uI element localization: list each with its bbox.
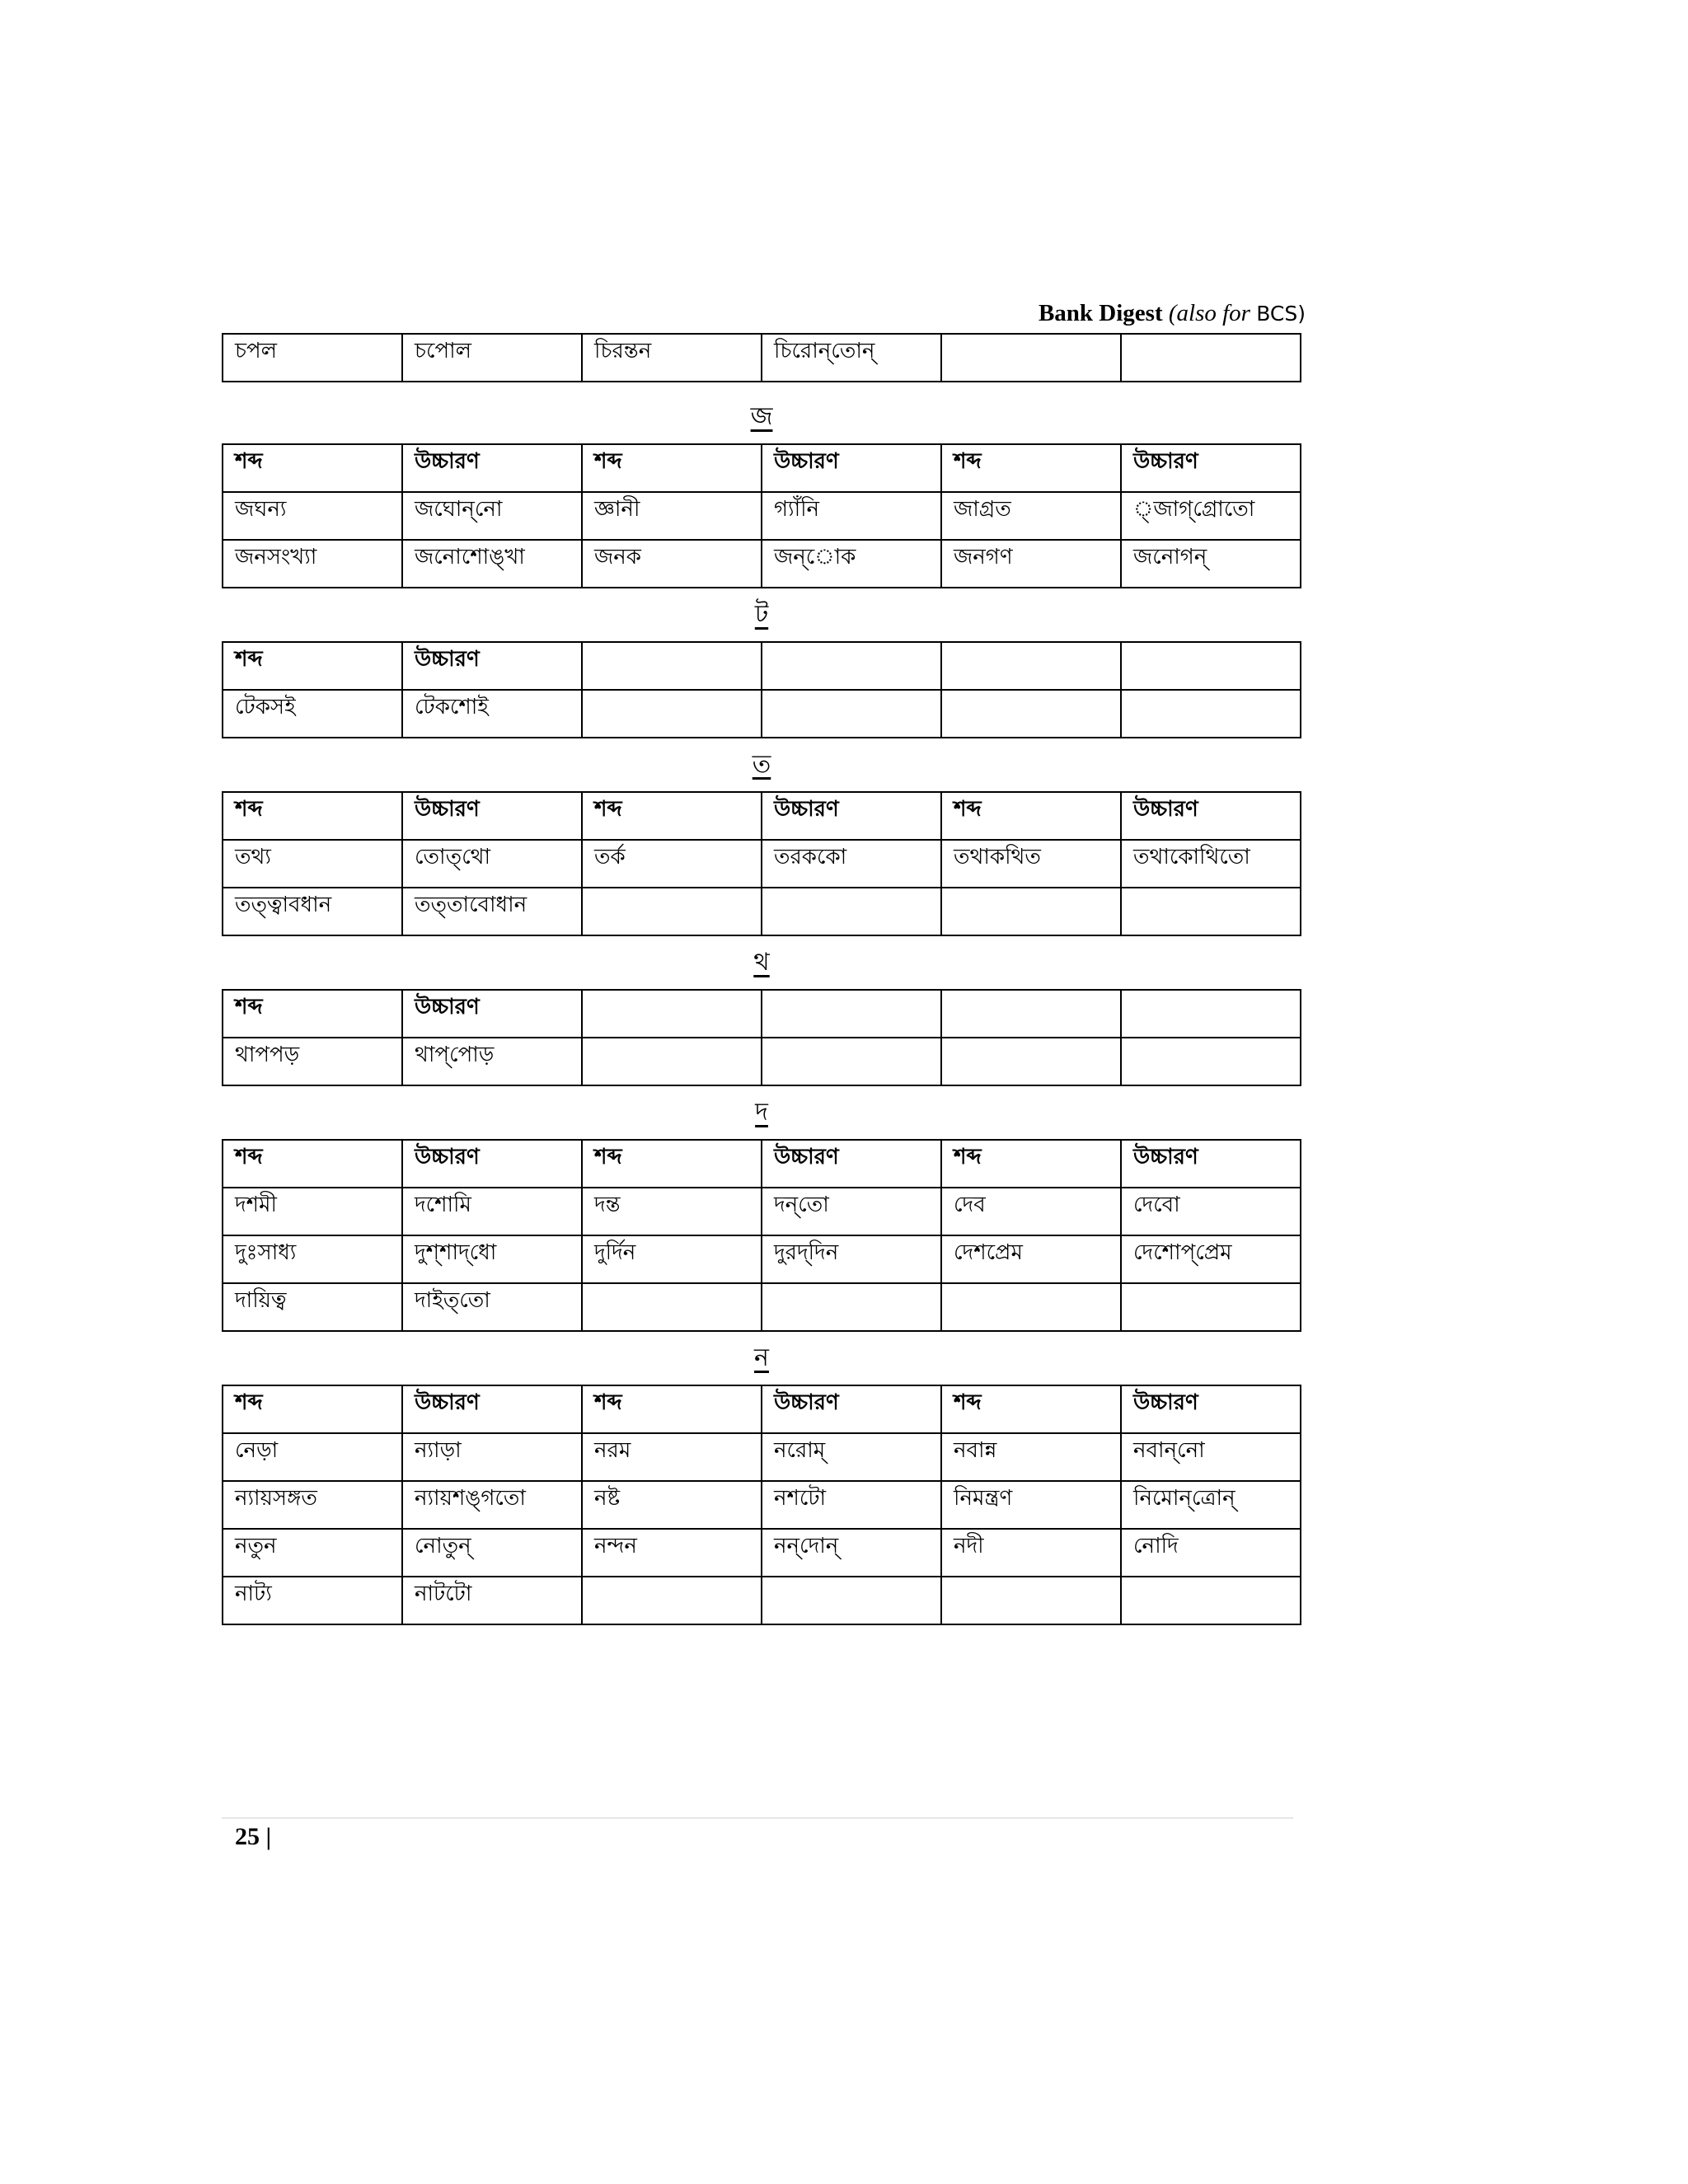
pronunciation-table	[222, 333, 1301, 382]
table-cell: টেকসই	[223, 690, 402, 738]
table-row	[223, 690, 1301, 738]
table-cell: দেবো	[1121, 1188, 1301, 1235]
column-header-cell: উচ্চারণ	[762, 1385, 941, 1433]
column-header-cell	[762, 642, 941, 690]
letter-heading: জ	[750, 402, 773, 431]
table-cell: দন্ত	[582, 1188, 762, 1235]
table-cell: নাটটো	[402, 1577, 582, 1624]
table-header-row	[223, 642, 1301, 690]
column-header-cell: শব্দ	[582, 1385, 762, 1433]
table-cell: নরম	[582, 1433, 762, 1481]
table-cell	[1121, 1283, 1301, 1331]
table-cell: জন্‌োক	[762, 540, 941, 588]
table-cell	[1121, 690, 1301, 738]
column-header-cell: উচ্চারণ	[1121, 1385, 1301, 1433]
table-cell: নন্‌দোন্‌	[762, 1529, 941, 1577]
column-header-cell: শব্দ	[582, 444, 762, 492]
column-header-cell	[941, 642, 1121, 690]
table-cell: তরককো	[762, 840, 941, 888]
table-cell: দশোমি	[402, 1188, 582, 1235]
column-header-cell: শব্দ	[941, 444, 1121, 492]
column-header-cell: উচ্চারণ	[402, 1385, 582, 1433]
table-cell: নিমন্ত্রণ	[941, 1481, 1121, 1529]
header-title: Bank Digest	[1038, 300, 1163, 326]
table-row	[223, 1577, 1301, 1624]
table-cell: জঘন্য	[223, 492, 402, 540]
table-cell: নাট্য	[223, 1577, 402, 1624]
column-header-cell: উচ্চারণ	[762, 792, 941, 840]
column-header-cell: শব্দ	[582, 792, 762, 840]
table-row	[223, 334, 1301, 382]
column-header-cell: উচ্চারণ	[402, 444, 582, 492]
table-cell: জনোশোঙ্‌খা	[402, 540, 582, 588]
table-cell: নশটো	[762, 1481, 941, 1529]
table-cell	[582, 690, 762, 738]
column-header-cell: উচ্চারণ	[1121, 792, 1301, 840]
column-header-cell: শব্দ	[941, 792, 1121, 840]
table-cell: নরোম্‌	[762, 1433, 941, 1481]
column-header-cell: শব্দ	[223, 642, 402, 690]
table-cell	[941, 1283, 1121, 1331]
table-cell	[941, 888, 1121, 935]
column-header-cell: শব্দ	[941, 1385, 1121, 1433]
table-cell: তথাকোথিতো	[1121, 840, 1301, 888]
table-cell	[941, 334, 1121, 382]
table-cell: চপোল	[402, 334, 582, 382]
table-cell: নোদি	[1121, 1529, 1301, 1577]
column-header-cell: উচ্চারণ	[402, 642, 582, 690]
table-cell: ন্যায়সঙ্গত	[223, 1481, 402, 1529]
table-cell: দেশপ্রেম	[941, 1235, 1121, 1283]
table-cell: দন্‌তো	[762, 1188, 941, 1235]
pronunciation-table	[222, 1385, 1301, 1625]
table-cell	[941, 1038, 1121, 1085]
table-cell: চপল	[223, 334, 402, 382]
letter-heading: ন	[754, 1343, 769, 1372]
table-cell: নষ্ট	[582, 1481, 762, 1529]
table-cell	[762, 1038, 941, 1085]
table-cell: নোতুন্‌	[402, 1529, 582, 1577]
column-header-cell: উচ্চারণ	[402, 1140, 582, 1188]
table-header-row	[223, 444, 1301, 492]
column-header-cell: শব্দ	[223, 990, 402, 1038]
column-header-cell: শব্দ	[582, 1140, 762, 1188]
table-row	[223, 1038, 1301, 1085]
table-cell	[762, 888, 941, 935]
page-number: 25 |	[235, 1823, 272, 1850]
table-cell: দেব	[941, 1188, 1121, 1235]
table-cell: জনগণ	[941, 540, 1121, 588]
table-row	[223, 1433, 1301, 1481]
column-header-cell	[941, 990, 1121, 1038]
table-cell	[582, 1038, 762, 1085]
table-cell: দুর্দিন	[582, 1235, 762, 1283]
table-cell: নদী	[941, 1529, 1121, 1577]
table-cell	[1121, 334, 1301, 382]
column-header-cell: শব্দ	[223, 1385, 402, 1433]
column-header-cell	[582, 642, 762, 690]
table-cell: তত্‌তাবোধান	[402, 888, 582, 935]
table-row	[223, 1235, 1301, 1283]
column-header-cell: উচ্চারণ	[402, 792, 582, 840]
pronunciation-table	[222, 989, 1301, 1086]
column-header-cell: উচ্চারণ	[1121, 1140, 1301, 1188]
table-cell: নবান্ন	[941, 1433, 1121, 1481]
table-cell: তোত্‌থো	[402, 840, 582, 888]
table-cell: তর্ক	[582, 840, 762, 888]
table-row	[223, 1188, 1301, 1235]
table-cell: ্জাগ্‌গ্রোতো	[1121, 492, 1301, 540]
table-cell	[762, 1577, 941, 1624]
table-cell	[941, 690, 1121, 738]
table-row	[223, 1481, 1301, 1529]
table-cell: জনোগন্‌	[1121, 540, 1301, 588]
table-cell: থাপপড়	[223, 1038, 402, 1085]
table-cell: দেশোপ্‌প্রেম	[1121, 1235, 1301, 1283]
column-header-cell: শব্দ	[223, 1140, 402, 1188]
column-header-cell	[1121, 642, 1301, 690]
table-cell	[582, 1577, 762, 1624]
column-header-cell	[582, 990, 762, 1038]
column-header-cell: উচ্চারণ	[762, 444, 941, 492]
table-cell	[582, 1283, 762, 1331]
table-cell: নেড়া	[223, 1433, 402, 1481]
table-cell: থাপ্‌পোড়	[402, 1038, 582, 1085]
column-header-cell	[1121, 990, 1301, 1038]
table-cell: টেকশোই	[402, 690, 582, 738]
table-cell: চিরোন্‌তোন্‌	[762, 334, 941, 382]
table-cell: ন্যাড়া	[402, 1433, 582, 1481]
table-header-row	[223, 792, 1301, 840]
letter-heading: থ	[753, 948, 770, 977]
table-row	[223, 1283, 1301, 1331]
table-cell: নবান্‌নো	[1121, 1433, 1301, 1481]
table-row	[223, 492, 1301, 540]
table-cell	[1121, 1038, 1301, 1085]
table-cell	[762, 1283, 941, 1331]
table-cell	[582, 888, 762, 935]
table-header-row	[223, 990, 1301, 1038]
table-header-row	[223, 1385, 1301, 1433]
table-cell: তত্ত্বাবধান	[223, 888, 402, 935]
column-header-cell: শব্দ	[223, 792, 402, 840]
table-row	[223, 540, 1301, 588]
header-abbr: BCS)	[1256, 302, 1306, 326]
table-cell	[762, 690, 941, 738]
footer-divider	[222, 1817, 1293, 1819]
column-header-cell: শব্দ	[941, 1140, 1121, 1188]
table-cell: তথ্য	[223, 840, 402, 888]
letter-heading: দ	[755, 1098, 768, 1127]
pronunciation-table	[222, 443, 1301, 588]
letter-heading: ট	[754, 600, 769, 629]
table-cell: জাগ্রত	[941, 492, 1121, 540]
table-cell: নন্দন	[582, 1529, 762, 1577]
table-cell: নতুন	[223, 1529, 402, 1577]
column-header-cell: শব্দ	[223, 444, 402, 492]
table-cell: জ্ঞানী	[582, 492, 762, 540]
table-cell: জনক	[582, 540, 762, 588]
table-cell: জঘোন্‌নো	[402, 492, 582, 540]
letter-heading: ত	[752, 750, 771, 779]
table-cell: দুরদ্‌দিন	[762, 1235, 941, 1283]
table-cell: দুশ্‌শাদ্‌ধো	[402, 1235, 582, 1283]
column-header-cell: উচ্চারণ	[402, 990, 582, 1038]
table-row	[223, 840, 1301, 888]
table-cell	[1121, 1577, 1301, 1624]
word-tables	[222, 333, 1301, 1625]
column-header-cell: উচ্চারণ	[1121, 444, 1301, 492]
table-cell: নিমোন্‌ত্রোন্‌	[1121, 1481, 1301, 1529]
page-header	[1039, 300, 1306, 327]
pronunciation-table	[222, 1139, 1301, 1332]
table-cell: চিরন্তন	[582, 334, 762, 382]
pronunciation-table	[222, 791, 1301, 936]
table-cell	[1121, 888, 1301, 935]
table-header-row	[223, 1140, 1301, 1188]
column-header-cell: উচ্চারণ	[762, 1140, 941, 1188]
table-cell: ন্যায়শঙ্‌গতো	[402, 1481, 582, 1529]
table-cell: দাইত্‌তো	[402, 1283, 582, 1331]
table-row	[223, 1529, 1301, 1577]
table-cell: গ্যাঁনি	[762, 492, 941, 540]
table-cell: দশমী	[223, 1188, 402, 1235]
table-cell	[941, 1577, 1121, 1624]
header-subtitle: (also for	[1168, 300, 1250, 326]
column-header-cell	[762, 990, 941, 1038]
table-cell: তথাকথিত	[941, 840, 1121, 888]
table-cell: দুঃসাধ্য	[223, 1235, 402, 1283]
table-cell: জনসংখ্যা	[223, 540, 402, 588]
pronunciation-table	[222, 641, 1301, 738]
table-cell: দায়িত্ব	[223, 1283, 402, 1331]
table-row	[223, 888, 1301, 935]
